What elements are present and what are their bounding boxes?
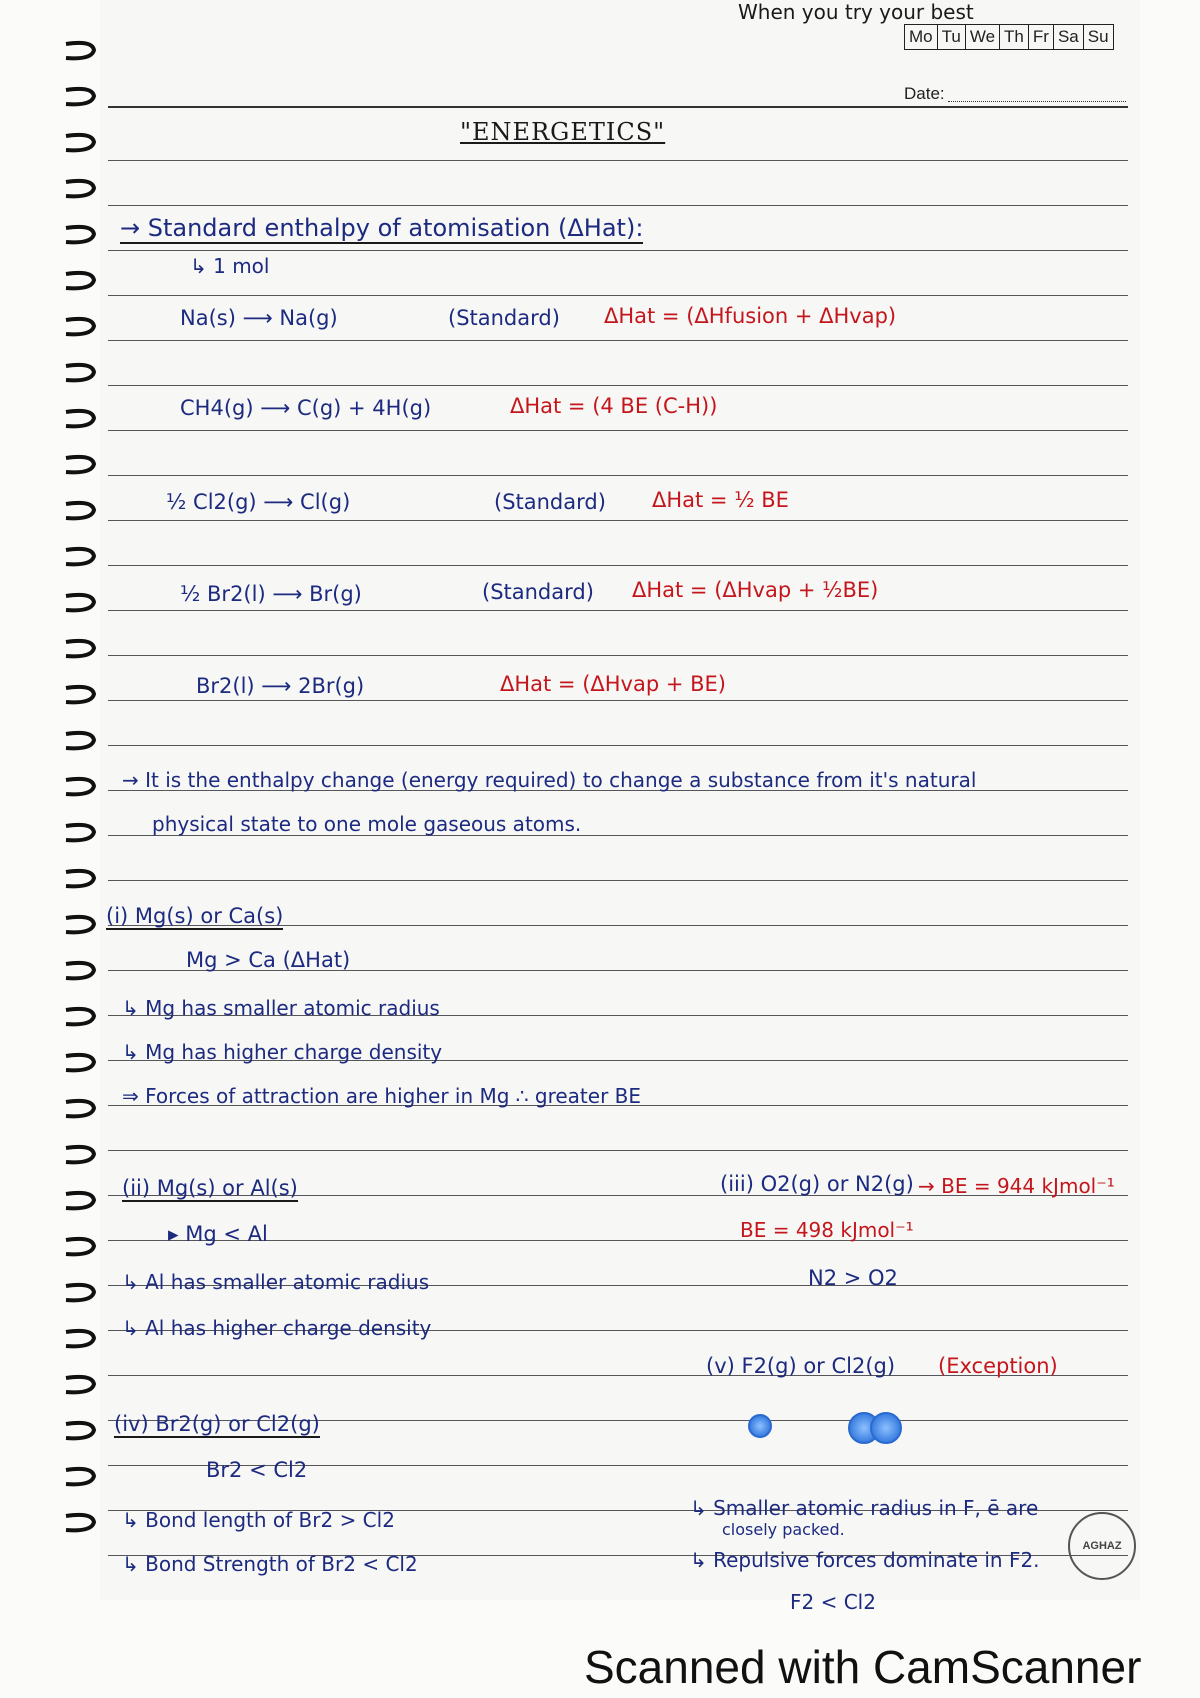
part-v-heading: (v) F2(g) or Cl2(g) — [706, 1354, 896, 1378]
spiral-ring-icon — [62, 1006, 100, 1028]
part-ii-point2: ↳ Al has higher charge density — [122, 1316, 432, 1340]
ruled-line — [108, 475, 1128, 476]
chlorine-atom-icon — [870, 1412, 902, 1444]
ruled-line — [108, 655, 1128, 656]
spiral-ring-icon — [62, 408, 100, 430]
spiral-ring-icon — [62, 1052, 100, 1074]
part-i-point1: ↳ Mg has smaller atomic radius — [122, 996, 440, 1020]
part-iii-compare: N2 > O2 — [808, 1266, 898, 1290]
date-line — [948, 101, 1126, 102]
definition-line2: physical state to one mole gaseous atoms. — [152, 812, 582, 836]
ruled-line — [108, 880, 1128, 881]
part-iv-heading-text: (iv) Br2(g) or Cl2(g) — [114, 1412, 320, 1436]
spiral-ring-icon — [62, 914, 100, 936]
part-ii-heading-text: (ii) Mg(s) or Al(s) — [122, 1176, 298, 1200]
spiral-ring-icon — [62, 868, 100, 890]
spiral-ring-icon — [62, 500, 100, 522]
weekday-su: Su — [1087, 27, 1109, 46]
spiral-ring-icon — [62, 592, 100, 614]
ruled-line — [108, 250, 1128, 251]
weekday-mo: Mo — [905, 25, 938, 49]
eq3-reaction: ½ Cl2(g) ⟶ Cl(g) — [166, 490, 351, 514]
ruled-line — [108, 700, 1128, 701]
eq1-enthalpy: ΔHat = (ΔHfusion + ΔHvap) — [604, 304, 897, 328]
ruled-line — [108, 295, 1128, 296]
section-heading — [120, 214, 643, 242]
spiral-ring-icon — [62, 730, 100, 752]
ruled-line — [108, 385, 1128, 386]
eq3-enthalpy: ΔHat = ½ BE — [652, 488, 789, 512]
spiral-ring-icon — [62, 960, 100, 982]
spiral-ring-icon — [62, 454, 100, 476]
logo-text: AGHAZ — [1082, 1540, 1122, 1552]
spiral-ring-icon — [62, 1144, 100, 1166]
part-iii-heading: (iii) O2(g) or N2(g) — [720, 1172, 914, 1196]
spiral-ring-icon — [62, 1328, 100, 1350]
part-iv-compare: Br2 < Cl2 — [206, 1458, 308, 1482]
spiral-ring-icon — [62, 316, 100, 338]
eq5-reaction: Br2(l) ⟶ 2Br(g) — [196, 674, 365, 698]
eq4-enthalpy: ΔHat = (ΔHvap + ½BE) — [632, 578, 879, 602]
part-v-compare: F2 < Cl2 — [790, 1590, 876, 1614]
ruled-line — [108, 1150, 1128, 1151]
ruled-line — [108, 565, 1128, 566]
spiral-ring-icon — [62, 178, 100, 200]
part-iv-heading — [114, 1412, 320, 1436]
part-i-point2: ↳ Mg has higher charge density — [122, 1040, 443, 1064]
n2-bond-energy: → BE = 944 kJmol⁻¹ — [918, 1174, 1115, 1198]
part-i-heading-text: (i) Mg(s) or Ca(s) — [106, 904, 284, 928]
spiral-ring-icon — [62, 270, 100, 292]
spiral-ring-icon — [62, 40, 100, 62]
spiral-ring-icon — [62, 1466, 100, 1488]
section-heading-text: → Standard enthalpy of atomisation (ΔHat): — [120, 214, 644, 242]
eq3-tag: (Standard) — [494, 490, 606, 514]
part-ii-compare: ▸ Mg < Al — [168, 1222, 268, 1246]
eq1-tag: (Standard) — [448, 306, 560, 330]
header-rule — [108, 106, 1128, 108]
camscanner-watermark: Scanned with CamScanner — [584, 1641, 1142, 1693]
part-i-heading — [106, 904, 283, 928]
spiral-ring-icon — [62, 776, 100, 798]
spiral-ring-icon — [62, 224, 100, 246]
eq1-reaction: Na(s) ⟶ Na(g) — [180, 306, 338, 330]
eq4-reaction: ½ Br2(l) ⟶ Br(g) — [180, 582, 362, 606]
fluorine-atom-icon — [748, 1414, 772, 1438]
part-ii-point1: ↳ Al has smaller atomic radius — [122, 1270, 430, 1294]
part-iv-point1: ↳ Bond length of Br2 > Cl2 — [122, 1508, 395, 1532]
part-i-compare: Mg > Ca (ΔHat) — [186, 948, 351, 972]
spiral-ring-icon — [62, 132, 100, 154]
page-title — [460, 118, 665, 146]
spiral-ring-icon — [62, 1098, 100, 1120]
spiral-ring-icon — [62, 86, 100, 108]
part-v-point2: ↳ Repulsive forces dominate in F2. — [690, 1548, 1040, 1572]
eq5-enthalpy: ΔHat = (ΔHvap + BE) — [500, 672, 726, 696]
spiral-ring-icon — [62, 1282, 100, 1304]
ruled-line — [108, 430, 1128, 431]
spiral-ring-icon — [62, 1420, 100, 1442]
date-label: Date: — [904, 84, 945, 103]
ruled-line — [108, 340, 1128, 341]
ruled-line — [108, 160, 1128, 161]
spiral-ring-icon — [62, 362, 100, 384]
spiral-ring-icon — [62, 822, 100, 844]
ruled-line — [108, 520, 1128, 521]
top-note: When you try your best — [738, 0, 974, 24]
spiral-ring-icon — [62, 1236, 100, 1258]
ruled-line — [108, 610, 1128, 611]
eq4-tag: (Standard) — [482, 580, 594, 604]
eq2-reaction: CH4(g) ⟶ C(g) + 4H(g) — [180, 396, 432, 420]
spiral-ring-icon — [62, 1512, 100, 1534]
spiral-ring-icon — [62, 684, 100, 706]
o2-bond-energy: BE = 498 kJmol⁻¹ — [740, 1218, 914, 1242]
page-title-text: "ENERGETICS" — [460, 118, 666, 146]
part-v-tag: (Exception) — [938, 1354, 1058, 1378]
part-ii-heading — [122, 1176, 298, 1200]
part-iv-point2: ↳ Bond Strength of Br2 < Cl2 — [122, 1552, 418, 1576]
part-v-point1: ↳ Smaller atomic radius in F, ē are — [690, 1496, 1039, 1520]
part-v-point1b: closely packed. — [722, 1520, 845, 1539]
spiral-ring-icon — [62, 1190, 100, 1212]
spiral-ring-icon — [62, 546, 100, 568]
eq2-enthalpy: ΔHat = (4 BE (C-H)) — [510, 394, 718, 418]
ruled-line — [108, 745, 1128, 746]
aghaz-logo — [1068, 1512, 1136, 1580]
weekday-fr: Fr — [1029, 25, 1054, 49]
weekday-sa: Sa — [1054, 25, 1084, 49]
spiral-ring-icon — [62, 1374, 100, 1396]
weekday-tu: Tu — [938, 25, 966, 49]
weekday-th: Th — [1000, 25, 1029, 49]
part-i-point3: ⇒ Forces of attraction are higher in Mg ∴ greater BE — [122, 1084, 642, 1108]
ruled-line — [108, 205, 1128, 206]
section-note: ↳ 1 mol — [190, 254, 270, 278]
weekday-boxes — [904, 24, 1114, 50]
weekday-we: We — [966, 25, 1000, 49]
spiral-ring-icon — [62, 638, 100, 660]
definition-line1: → It is the enthalpy change (energy required) to change a substance from it's natural — [122, 768, 977, 792]
